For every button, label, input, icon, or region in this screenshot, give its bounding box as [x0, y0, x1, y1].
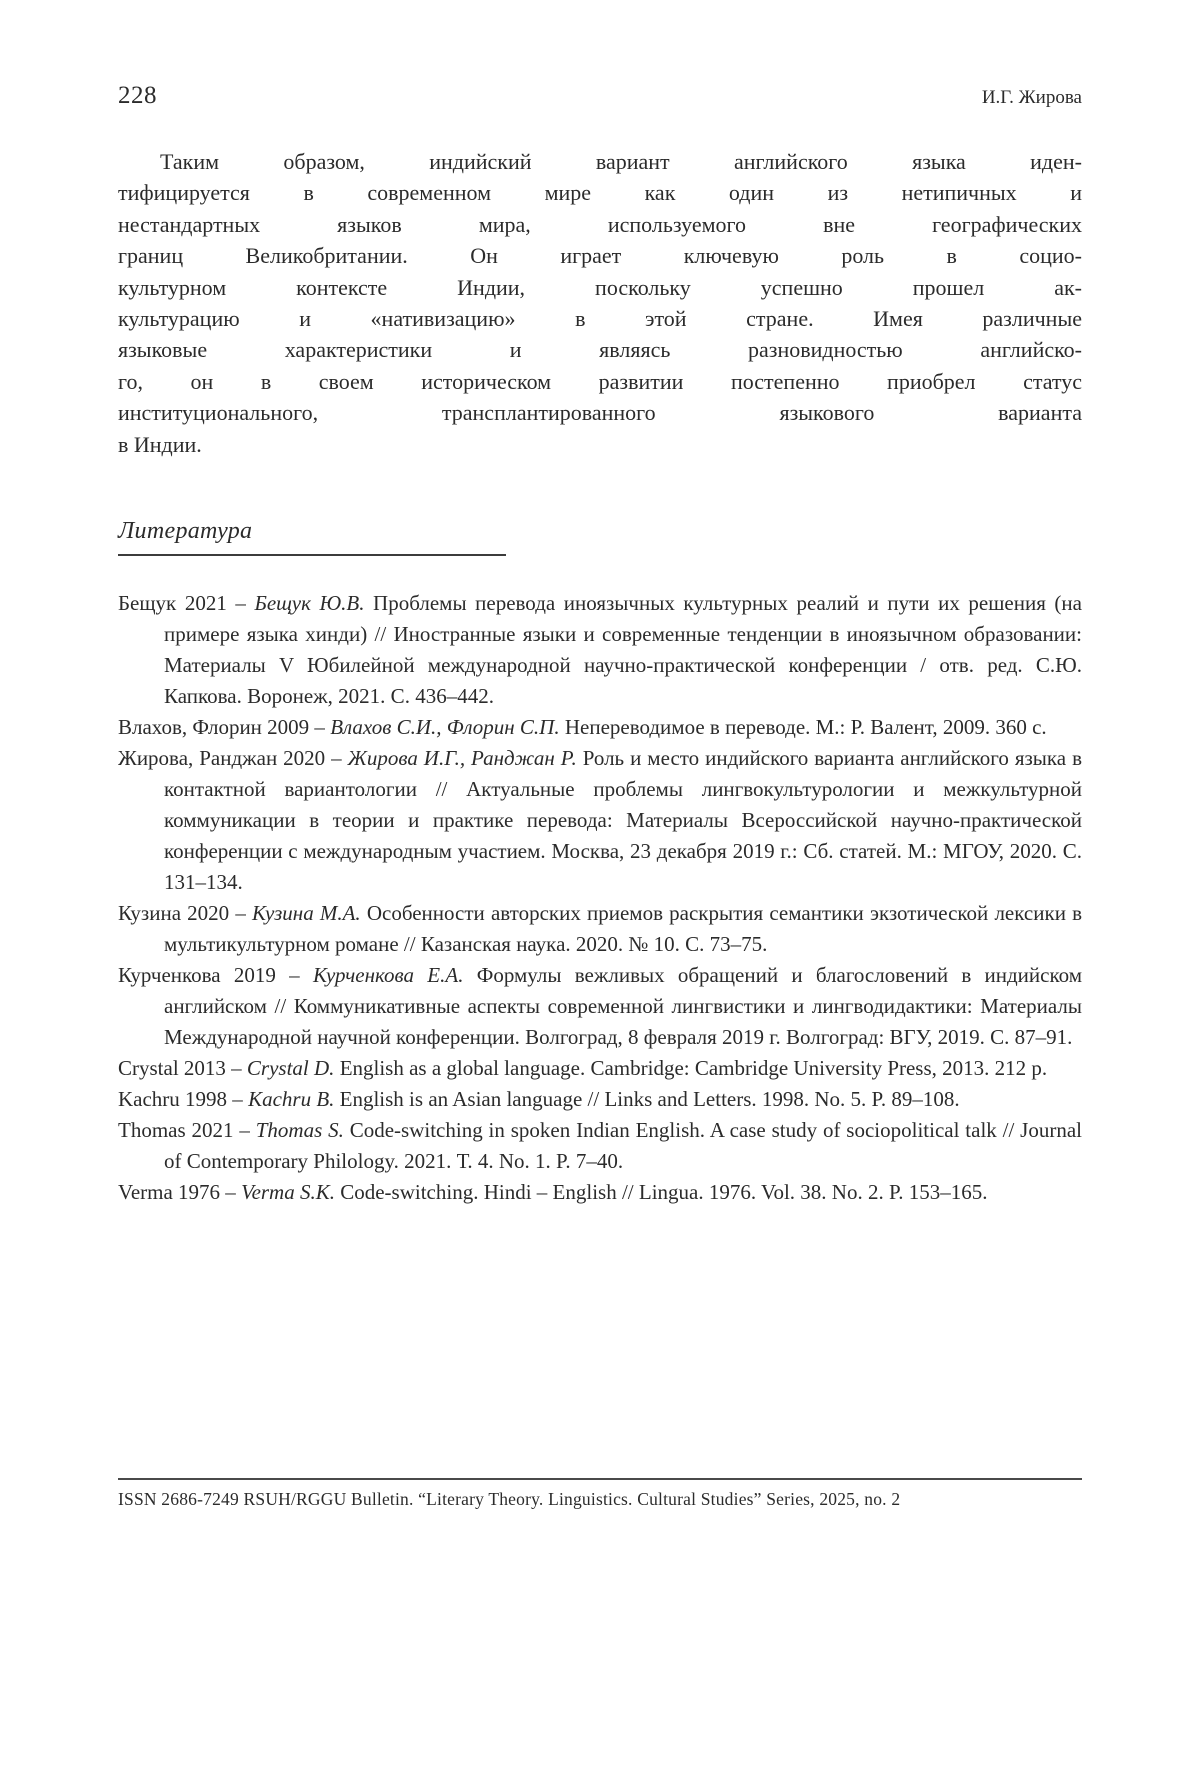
bibliography-author: Кузина М.А.: [252, 901, 361, 926]
page-number: 228: [118, 82, 157, 109]
intro-paragraph: [118, 146, 1082, 460]
bibliography-author: Crystal D.: [246, 1056, 335, 1081]
bibliography-author: Kachru B.: [248, 1087, 335, 1112]
bibliography-entry: [118, 960, 1082, 1053]
bibliography-entry-key: Жирова, Ранджан 2020 –: [118, 746, 348, 771]
bibliography-entry-key: Курченкова 2019 –: [118, 963, 313, 988]
bibliography-entry-text: Code-switching. Hindi – English // Lingua. 1976. Vol. 38. No. 2. P. 153–165.: [334, 1180, 988, 1205]
footer-rule: [118, 1478, 1082, 1480]
paragraph-line: культурацию и «нативизацию» в этой стране. Имея различные: [118, 306, 1082, 332]
paragraph-line: границ Великобритании. Он играет ключевую роль в социо-: [118, 243, 1082, 269]
bibliography-entry: [118, 1115, 1082, 1177]
bibliography-entry: [118, 712, 1082, 743]
footer-issn-line: ISSN 2686-7249 RSUH/RGGU Bulletin. “Literary Theory. Linguistics. Cultural Studies” Series, 2025, no. 2: [118, 1489, 901, 1509]
bibliography-entry-text: Формулы вежливых обращений и благословений в индийском английском // Коммуникативные аспекты современной лингвистики и лингводидактики: Материалы Международной научной конференции. Волгоград, 8 февраля 2019 г. Волгоград: ВГУ, 2019. С. 87–91.: [164, 963, 1083, 1050]
bibliography-entry-text: Особенности авторских приемов раскрытия семантики экзотической лексики в мультикультурном романе // Казанская наука. 2020. № 10. С. 73–75.: [164, 901, 1082, 957]
bibliography-entry: [118, 1177, 1082, 1208]
bibliography-author: Verma S.K.: [241, 1180, 335, 1205]
section-heading-rule: [118, 518, 506, 556]
section-title: Литература: [118, 518, 253, 545]
page-footer: [118, 1478, 1082, 1510]
paragraph-line: го, он в своем историческом развитии постепенно приобрел статус: [118, 368, 1082, 394]
page-header: [118, 82, 1082, 110]
bibliography-entry-key: Thomas 2021 –: [118, 1118, 256, 1143]
bibliography-author: Thomas S.: [255, 1118, 344, 1143]
paragraph-line: институционального, трансплантированного языкового варианта: [118, 400, 1082, 426]
bibliography-entry: [118, 898, 1082, 960]
bibliography-entry-text: Роль и место индийского варианта английского языка в контактной вариантологии // Актуальные проблемы лингвокультурологии и межкультурной коммуникации в теории и практике перевода: Материалы Всероссийской научно-практической конференции с международным участием. Москва, 23 декабря 2019 г.: Сб. статей. М.: МГОУ, 2020. С. 131–134.: [164, 746, 1082, 895]
bibliography-entry: [118, 1084, 1082, 1115]
paragraph-line: языковые характеристики и являясь разновидностью английско-: [118, 337, 1082, 363]
paragraph-line: культурном контексте Индии, поскольку успешно прошел ак-: [118, 274, 1082, 300]
bibliography-author: Жирова И.Г., Ранджан Р.: [347, 746, 577, 771]
running-head-author: И.Г. Жирова: [981, 87, 1082, 108]
paragraph-line: в Индии.: [118, 431, 202, 457]
paragraph-line: тифицируется в современном мире как один из нетипичных и: [118, 180, 1082, 206]
bibliography-entry-key: Кузина 2020 –: [118, 901, 252, 926]
bibliography-author: Бещук Ю.В.: [254, 591, 365, 616]
paragraph-line: нестандартных языков мира, используемого вне географических: [118, 211, 1082, 237]
bibliography-author: Курченкова Е.А.: [312, 963, 464, 988]
bibliography-entry-text: Code-switching in spoken Indian English. A case study of sociopolitical talk // Journal of Contemporary Philology. 2021. Т. 4. No. 1. P. 7–40.: [164, 1118, 1082, 1174]
bibliography-entry-text: Проблемы перевода иноязычных культурных реалий и пути их решения (на примере языка хинди) // Иностранные языки и современные тенденции в иноязычном образовании: Материалы V Юбилейной международной научно-практической конференции / отв. ред. С.Ю. Капкова. Воронеж, 2021. С. 436–442.: [164, 591, 1082, 709]
bibliography-entry-key: Crystal 2013 –: [118, 1056, 247, 1081]
bibliography-list: [118, 588, 1082, 1208]
bibliography-entry-key: Kachru 1998 –: [118, 1087, 249, 1112]
bibliography-entry-key: Влахов, Флорин 2009 –: [118, 715, 331, 740]
bibliography-entry: [118, 588, 1082, 712]
section-heading-literature: [118, 518, 1082, 556]
bibliography-entry-text: English as a global language. Cambridge: Cambridge University Press, 2013. 212 p.: [334, 1056, 1048, 1081]
bibliography-entry-key: Verma 1976 –: [118, 1180, 242, 1205]
bibliography-entry-key: Бещук 2021 –: [118, 591, 255, 616]
bibliography-entry-text: English is an Asian language // Links and Letters. 1998. No. 5. P. 89–108.: [334, 1087, 960, 1112]
bibliography-entry: [118, 743, 1082, 898]
bibliography-author: Влахов С.И., Флорин С.П.: [330, 715, 560, 740]
paragraph-line: Таким образом, индийский вариант английского языка иден-: [160, 149, 1082, 174]
bibliography-entry-text: Непереводимое в переводе. М.: Р. Валент, 2009. 360 с.: [559, 715, 1047, 740]
bibliography-entry: [118, 1053, 1082, 1084]
